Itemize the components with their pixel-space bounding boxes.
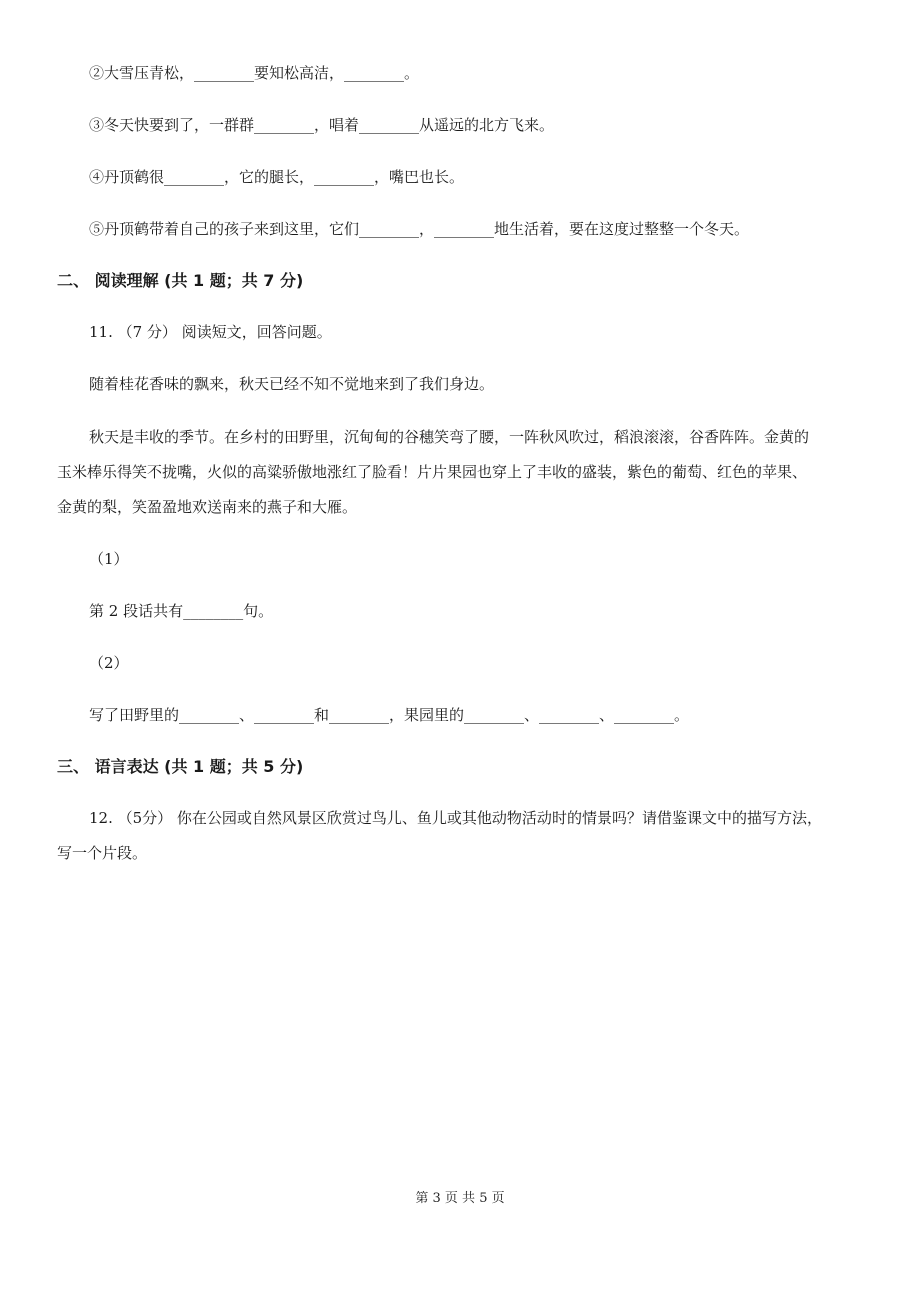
section-heading-reading: 二、 阅读理解 (共 1 题；共 7 分) (57, 271, 304, 290)
section-heading-expression: 三、 语言表达 (共 1 题；共 5 分) (57, 757, 304, 776)
question-12-line-2: 写一个片段。 (57, 844, 148, 862)
fill-blank-item-5: ⑤丹顶鹤带着自己的孩子来到这里，它们________，________地生活着，要在这度过整整一个冬天。 (89, 220, 750, 238)
passage-paragraph-2-line-3: 金黄的梨，笑盈盈地欢送南来的燕子和大雁。 (57, 498, 358, 516)
fill-blank-item-4: ④丹顶鹤很________，它的腿长，________，嘴巴也长。 (89, 168, 465, 186)
sub-question-2-text: 写了田野里的________、________和________，果园里的________、________、________。 (89, 706, 690, 724)
sub-question-2-label: （2） (89, 654, 129, 672)
page-footer: 第 3 页 共 5 页 (415, 1191, 505, 1206)
fill-blank-item-3: ③冬天快要到了，一群群________，唱着________从遥远的北方飞来。 (89, 116, 555, 134)
sub-question-1-label: （1） (89, 550, 129, 568)
question-12-line-1: 12. （5分） 你在公园或自然风景区欣赏过鸟儿、鱼儿或其他动物活动时的情景吗？请借鉴课文中的描写方法， (89, 809, 822, 827)
passage-paragraph-2-line-2: 玉米棒乐得笑不拢嘴，火似的高粱骄傲地涨红了脸看！片片果园也穿上了丰收的盛装，紫色的葡萄、红色的苹果、 (57, 463, 808, 481)
passage-paragraph-2-line-1: 秋天是丰收的季节。在乡村的田野里，沉甸甸的谷穗笑弯了腰，一阵秋风吹过，稻浪滚滚，谷香阵阵。金黄的 (89, 428, 810, 446)
sub-question-1-text: 第 2 段话共有________句。 (89, 602, 274, 620)
fill-blank-item-2: ②大雪压青松，________要知松高洁，________。 (89, 64, 420, 82)
passage-paragraph-1: 随着桂花香味的飘来，秋天已经不知不觉地来到了我们身边。 (89, 375, 495, 393)
question-11-prompt: 11. （7 分） 阅读短文，回答问题。 (89, 323, 332, 341)
